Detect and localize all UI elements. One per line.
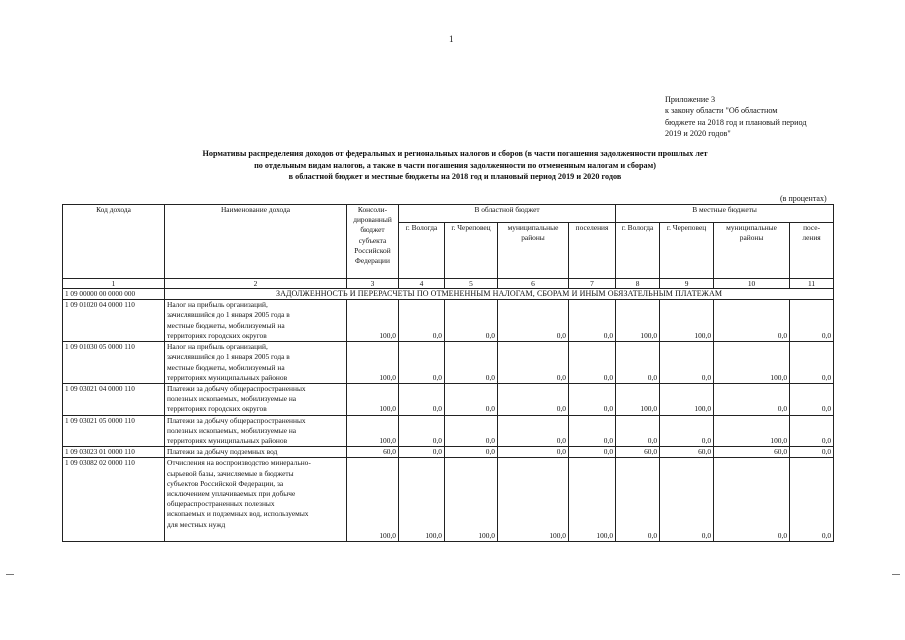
norm-value: 0,0 — [399, 342, 445, 384]
norm-value: 60,0 — [616, 447, 660, 458]
edge-mark-left — [6, 574, 14, 575]
column-number: 9 — [660, 279, 714, 289]
norm-value: 0,0 — [445, 415, 498, 447]
norm-value: 60,0 — [347, 447, 399, 458]
income-code: 1 09 03021 05 0000 110 — [63, 415, 165, 447]
column-number: 4 — [399, 279, 445, 289]
norm-value: 0,0 — [616, 415, 660, 447]
header-code: Код дохода — [63, 205, 165, 279]
income-code: 1 09 03082 02 0000 110 — [63, 458, 165, 542]
section-code: 1 09 00000 00 0000 000 — [63, 289, 165, 300]
column-number: 10 — [714, 279, 790, 289]
norm-value: 0,0 — [714, 458, 790, 542]
income-code: 1 09 01030 05 0000 110 — [63, 342, 165, 384]
table-row — [63, 300, 834, 342]
norm-value: 100,0 — [347, 300, 399, 342]
norm-value: 0,0 — [498, 300, 569, 342]
norm-value: 0,0 — [660, 342, 714, 384]
header-regional-cherepovets: г. Череповец — [445, 223, 498, 279]
column-number: 2 — [165, 279, 347, 289]
norm-value: 60,0 — [660, 447, 714, 458]
norm-value: 0,0 — [714, 384, 790, 416]
norm-value: 0,0 — [399, 384, 445, 416]
header-local-budgets: В местные бюджеты — [616, 205, 834, 223]
table-row — [63, 458, 834, 542]
table-row — [63, 342, 834, 384]
norm-value: 100,0 — [616, 384, 660, 416]
norm-value: 0,0 — [790, 384, 834, 416]
norm-value: 0,0 — [498, 342, 569, 384]
norm-value: 0,0 — [569, 300, 616, 342]
norm-value: 0,0 — [790, 447, 834, 458]
column-number: 7 — [569, 279, 616, 289]
income-code: 1 09 03021 04 0000 110 — [63, 384, 165, 416]
units-label: (в процентах) — [780, 194, 827, 203]
table-row — [63, 384, 834, 416]
appendix-note: Приложение 3 к закону области "Об областном бюджете на 2018 год и плановый период 2019 и 2020 годов" — [665, 95, 807, 139]
income-code: 1 09 01020 04 0000 110 — [63, 300, 165, 342]
edge-mark-right — [892, 574, 900, 575]
income-name: Платежи за добычу общераспространенных полезных ископаемых, мобилизуемые на территориях муниципальных районов — [165, 415, 347, 447]
norm-value: 60,0 — [714, 447, 790, 458]
norm-value: 0,0 — [445, 342, 498, 384]
column-numbers-row — [63, 279, 834, 289]
norm-value: 100,0 — [347, 342, 399, 384]
header-local-vologda: г. Вологда — [616, 223, 660, 279]
document-title: Нормативы распределения доходов от федеральных и региональных налогов и сборов (в части погашения задолженности прошлых лет по отдельным видам налогов, а также в части погашения задолженности по отмененным налогам и сборам) в областной бюджет и местные бюджеты на 2018 год и плановый период 2019 и 2020 годов — [202, 149, 708, 182]
norm-value: 0,0 — [790, 415, 834, 447]
norm-value: 100,0 — [445, 458, 498, 542]
norm-value: 100,0 — [714, 415, 790, 447]
header-name: Наименование дохода — [165, 205, 347, 279]
header-regional-settlements: поселения — [569, 223, 616, 279]
norm-value: 100,0 — [616, 300, 660, 342]
header-consolidated: Консоли- дированный бюджет субъекта Российской Федерации — [347, 205, 399, 279]
table-body — [63, 300, 834, 542]
section-row — [63, 289, 834, 300]
income-code: 1 09 03023 01 0000 110 — [63, 447, 165, 458]
norm-value: 100,0 — [660, 384, 714, 416]
income-name: Платежи за добычу подземных вод — [165, 447, 347, 458]
norm-value: 0,0 — [445, 447, 498, 458]
table-row — [63, 415, 834, 447]
column-number: 8 — [616, 279, 660, 289]
norm-value: 0,0 — [790, 342, 834, 384]
norm-value: 0,0 — [569, 384, 616, 416]
header-regional-municipal: муниципальные районы — [498, 223, 569, 279]
header-regional-budget: В областной бюджет — [399, 205, 616, 223]
header-local-municipal: муниципальные районы — [714, 223, 790, 279]
norm-value: 0,0 — [399, 415, 445, 447]
norm-value: 100,0 — [569, 458, 616, 542]
column-number: 1 — [63, 279, 165, 289]
norm-value: 0,0 — [445, 300, 498, 342]
income-name: Налог на прибыль организаций, зачислявшийся до 1 января 2005 года в местные бюджеты, мобилизуемый на территориях муниципальных районов — [165, 342, 347, 384]
income-name: Отчисления на воспроизводство минерально- сырьевой базы, зачисляемые в бюджеты субъектов Российской Федерации, за исключением уплачиваемых при добыче общераспространенных полезных ископаемых и подземных вод, используемых для местных нужд — [165, 458, 347, 542]
norm-value: 0,0 — [714, 300, 790, 342]
norm-value: 0,0 — [498, 384, 569, 416]
norm-value: 0,0 — [445, 384, 498, 416]
norm-value: 100,0 — [399, 458, 445, 542]
norm-value: 100,0 — [660, 300, 714, 342]
page-number: 1 — [449, 34, 454, 44]
norm-value: 100,0 — [347, 384, 399, 416]
norm-value: 0,0 — [790, 458, 834, 542]
income-name: Налог на прибыль организаций, зачислявшийся до 1 января 2005 года в местные бюджеты, мобилизуемый на территориях городских округов — [165, 300, 347, 342]
header-local-settlements: посе- ления — [790, 223, 834, 279]
table-row — [63, 447, 834, 458]
norm-value: 0,0 — [569, 415, 616, 447]
norm-value: 0,0 — [498, 415, 569, 447]
column-number: 11 — [790, 279, 834, 289]
norm-value: 0,0 — [616, 458, 660, 542]
income-name: Платежи за добычу общераспространенных полезных ископаемых, мобилизуемые на территориях городских округов — [165, 384, 347, 416]
revenue-norms-table — [62, 204, 834, 542]
header-local-cherepovets: г. Череповец — [660, 223, 714, 279]
norm-value: 100,0 — [347, 415, 399, 447]
column-number: 6 — [498, 279, 569, 289]
column-number: 3 — [347, 279, 399, 289]
norm-value: 100,0 — [498, 458, 569, 542]
norm-value: 0,0 — [399, 300, 445, 342]
norm-value: 0,0 — [660, 458, 714, 542]
norm-value: 0,0 — [569, 447, 616, 458]
norm-value: 0,0 — [498, 447, 569, 458]
norm-value: 0,0 — [399, 447, 445, 458]
norm-value: 0,0 — [569, 342, 616, 384]
norm-value: 100,0 — [347, 458, 399, 542]
norm-value: 0,0 — [616, 342, 660, 384]
section-name: ЗАДОЛЖЕННОСТЬ И ПЕРЕРАСЧЕТЫ ПО ОТМЕНЕННЫМ НАЛОГАМ, СБОРАМ И ИНЫМ ОБЯЗАТЕЛЬНЫМ ПЛАТЕЖАМ — [165, 289, 834, 300]
norm-value: 0,0 — [660, 415, 714, 447]
column-number: 5 — [445, 279, 498, 289]
norm-value: 0,0 — [790, 300, 834, 342]
norm-value: 100,0 — [714, 342, 790, 384]
table-header — [63, 205, 834, 300]
header-regional-vologda: г. Вологда — [399, 223, 445, 279]
